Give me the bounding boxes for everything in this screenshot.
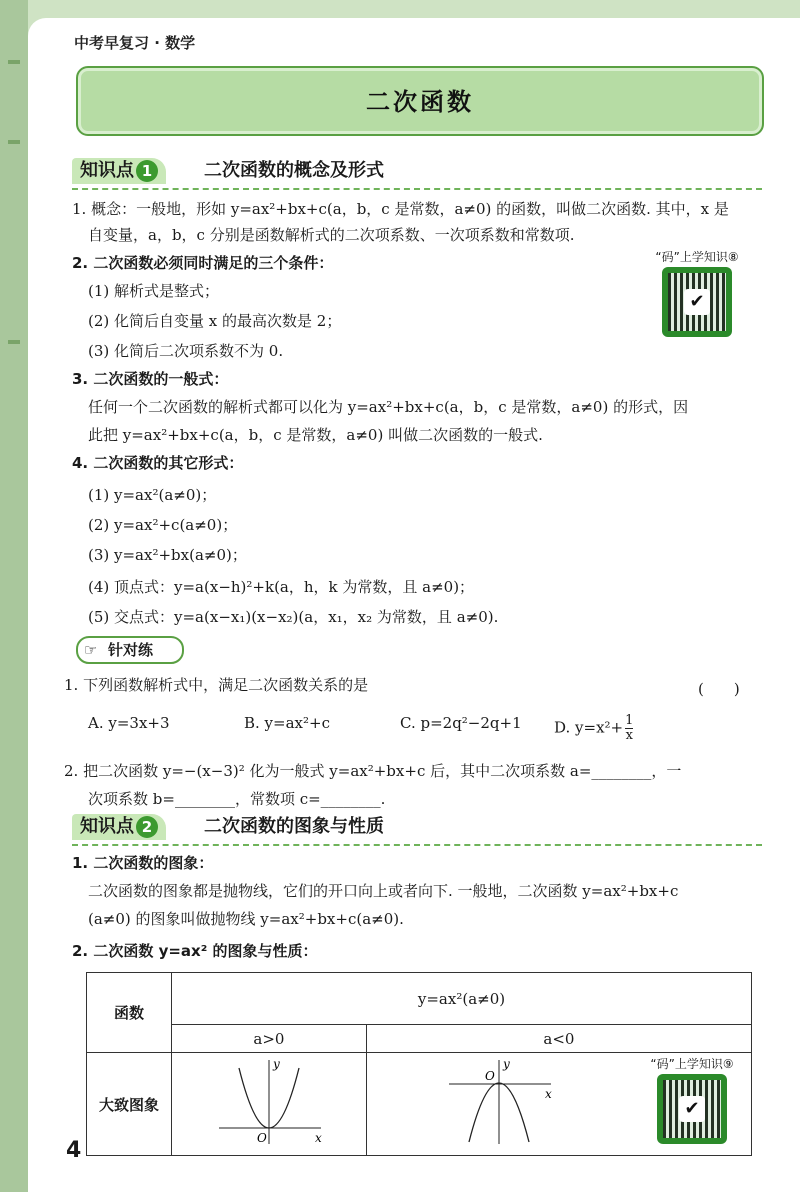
qr-caption: “码”上学知识⑧ [655, 250, 739, 264]
text-line: 二次函数的图象都是抛物线，它们的开口向上或者向下. 一般地，二次函数 y=ax²+bx+c [88, 882, 679, 900]
page-title: 二次函数 [366, 88, 474, 116]
qr-code-icon: ✔ [657, 1074, 727, 1144]
text-line: (1) y=ax²(a≠0)； [88, 486, 217, 504]
qr-block[interactable] [642, 248, 752, 337]
text-line: 自变量，a，b，c 分别是函数解析式的二次项系数、一次项系数和常数项. [88, 226, 575, 244]
text-line: (a≠0) 的图象叫做抛物线 y=ax²+bx+c(a≠0). [88, 910, 404, 928]
answer-paren: ( ) [698, 680, 740, 698]
option-a[interactable]: A. y=3x+3 [88, 714, 170, 732]
origin-label: O [484, 1069, 495, 1083]
qr-code-icon: ✔ [662, 267, 732, 337]
section-title: 二次函数的概念及形式 [204, 160, 384, 181]
option-c[interactable]: C. p=2q²−2q+1 [400, 714, 522, 732]
section-2 [72, 814, 762, 846]
parabola-up-graph [209, 1054, 329, 1150]
option-b[interactable]: B. y=ax²+c [244, 714, 330, 732]
question-2-cont: 次项系数 b=________，常数项 c=________. [88, 790, 386, 808]
text-line: 1. 二次函数的图象： [72, 854, 214, 872]
question-1: 1. 下列函数解析式中，满足二次函数关系的是 [64, 676, 369, 694]
text-line: (2) y=ax²+c(a≠0)； [88, 516, 238, 534]
section-number: 2 [136, 816, 158, 838]
graph-cell-pos [172, 1053, 367, 1156]
properties-table [86, 972, 752, 1156]
y-label: y [272, 1057, 280, 1071]
text-line: (2) 化简后自变量 x 的最高次数是 2； [88, 312, 342, 330]
text-line: (4) 顶点式：y=a(x−h)²+k(a，h，k 为常数，且 a≠0)； [88, 578, 475, 596]
text-line: (5) 交点式：y=a(x−x₁)(x−x₂)(a，x₁，x₂ 为常数，且 a≠0). [88, 608, 499, 626]
page-header: 中考早复习 · 数学 [74, 34, 196, 52]
section-number: 1 [136, 160, 158, 182]
qr-block[interactable] [637, 1055, 747, 1144]
table-row-graph: 大致图象 [87, 1053, 172, 1156]
page-number: 4 [66, 1138, 82, 1163]
practice-tag: ☞ 针对练 [76, 636, 184, 664]
section-label: 知识点 2 [72, 814, 166, 840]
qr-caption: “码”上学知识⑨ [650, 1057, 734, 1071]
text-line: (3) y=ax²+bx(a≠0)； [88, 546, 247, 564]
text-line: (1) 解析式是整式； [88, 282, 220, 300]
parabola-down-graph [439, 1054, 559, 1150]
text-line: 此把 y=ax²+bx+c(a，b，c 是常数，a≠0) 叫做二次函数的一般式. [88, 426, 543, 444]
x-label: x [544, 1087, 552, 1101]
section-label: 知识点 1 [72, 158, 166, 184]
y-label: y [502, 1057, 510, 1071]
hand-icon: ☞ [84, 641, 98, 659]
text-line: 2. 二次函数 y=ax² 的图象与性质： [72, 942, 318, 960]
table-header-function: 函数 [87, 973, 172, 1053]
text-line: 任何一个二次函数的解析式都可以化为 y=ax²+bx+c(a，b，c 是常数，a≠0) 的形式，因 [88, 398, 689, 416]
text-line: 3. 二次函数的一般式： [72, 370, 229, 388]
section-title: 二次函数的图象与性质 [204, 816, 384, 837]
text-line: 1. 概念：一般地，形如 y=ax²+bx+c(a，b，c 是常数，a≠0) 的函数，叫做二次函数. 其中，x 是 [72, 200, 729, 218]
x-label: x [314, 1131, 322, 1145]
text-line: (3) 化简后二次项系数不为 0. [88, 342, 284, 360]
table-header-formula: y=ax²(a≠0) [172, 973, 752, 1025]
origin-label: O [256, 1131, 267, 1145]
graph-cell-neg [366, 1053, 751, 1156]
text-line: 4. 二次函数的其它形式： [72, 454, 244, 472]
section-1 [72, 158, 762, 190]
option-d[interactable]: D. y=x²+ $\frac{1}{x}$ [554, 713, 634, 743]
table-header-apos: a>0 [172, 1025, 367, 1053]
text-line: 2. 二次函数必须同时满足的三个条件： [72, 254, 334, 272]
title-banner [76, 66, 764, 136]
page-edge [0, 0, 28, 1192]
table-header-aneg: a<0 [366, 1025, 751, 1053]
question-2: 2. 把二次函数 y=−(x−3)² 化为一般式 y=ax²+bx+c 后，其中二次项系数 a=________，一 [64, 762, 682, 780]
